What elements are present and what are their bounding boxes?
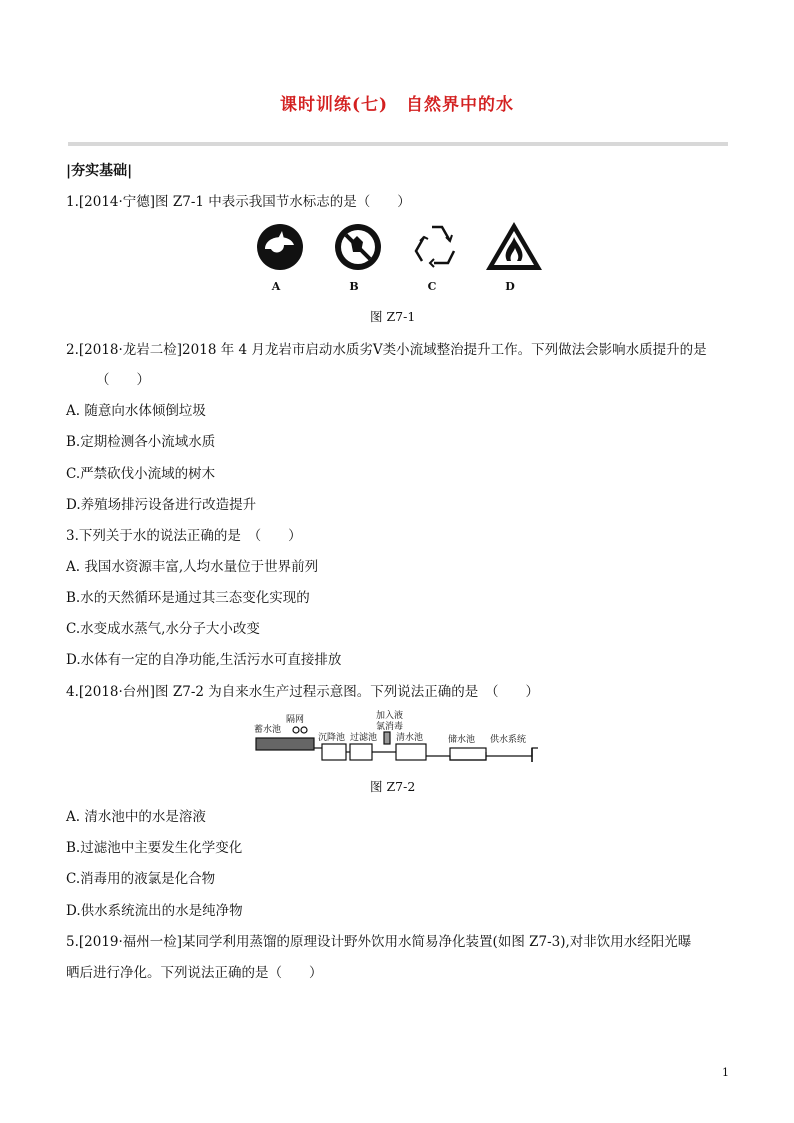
q2-stem-answer: （ ） [96, 372, 150, 388]
icon-label-a: A [271, 280, 281, 293]
q3-option-d: D.水体有一定的自净功能,生活污水可直接排放 [66, 652, 342, 668]
label-chlorine: 氯消毒 [376, 722, 404, 732]
page-title: 课时训练(七) 自然界中的水 [279, 95, 515, 115]
page-number: 1 [722, 1066, 729, 1079]
section-heading: |夯实基础| [66, 163, 133, 179]
q4-option-b: B.过滤池中主要发生化学变化 [66, 840, 243, 856]
q4-option-a: A. 清水池中的水是溶液 [66, 809, 206, 825]
flammable-warning-icon [486, 222, 542, 270]
label-screen: 隔网 [286, 715, 305, 725]
label-supply: 供水系统 [490, 735, 527, 745]
label-storage: 储水池 [448, 735, 476, 745]
label-reservoir: 蓄水池 [254, 725, 282, 735]
q3-option-b: B.水的天然循环是通过其三态变化实现的 [66, 590, 310, 606]
q2-option-a: A. 随意向水体倾倒垃圾 [66, 403, 206, 419]
q1-stem: 1.[2014·宁德]图 Z7-1 中表示我国节水标志的是（ ） [66, 194, 411, 210]
q4-option-c: C.消毒用的液氯是化合物 [66, 871, 216, 887]
label-clear-water: 清水池 [396, 733, 424, 743]
label-add-liquid: 加入液 [376, 711, 404, 721]
q3-stem: 3.下列关于水的说法正确的是 （ ） [66, 528, 302, 544]
prohibition-icon [335, 224, 381, 270]
icon-label-d: D [505, 280, 515, 293]
water-treatment-diagram [250, 708, 550, 770]
title-divider [68, 142, 728, 146]
q5-stem-line2: 晒后进行净化。下列说法正确的是（ ） [66, 965, 323, 981]
q2-stem: 2.[2018·龙岩二检]2018 年 4 月龙岩市启动水质劣Ⅴ类小流域整治提升工作。下列做法会影响水质提升的是 [66, 342, 707, 358]
label-filtration: 过滤池 [350, 733, 378, 743]
figure-caption-z7-1: 图 Z7-1 [370, 309, 416, 324]
q3-option-c: C.水变成水蒸气,水分子大小改变 [66, 621, 260, 637]
recycle-icon [416, 227, 454, 267]
q5-stem: 5.[2019·福州一检]某同学利用蒸馏的原理设计野外饮用水简易净化装置(如图 Z7-3),对非饮用水经阳光曝 [66, 934, 692, 950]
icon-label-b: B [349, 280, 359, 293]
q4-option-d: D.供水系统流出的水是纯净物 [66, 903, 243, 919]
q2-option-c: C.严禁砍伐小流域的树木 [66, 466, 216, 482]
water-saving-icon [257, 224, 303, 270]
q3-option-a: A. 我国水资源丰富,人均水量位于世界前列 [66, 559, 319, 575]
label-sedimentation: 沉降池 [318, 733, 346, 743]
icon-label-c: C [427, 280, 437, 293]
figure-caption-z7-2: 图 Z7-2 [370, 779, 416, 794]
q1-icons [252, 222, 552, 278]
q2-option-b: B.定期检测各小流域水质 [66, 434, 216, 450]
q2-option-d: D.养殖场排污设备进行改造提升 [66, 497, 257, 513]
q4-stem: 4.[2018·台州]图 Z7-2 为自来水生产过程示意图。下列说法正确的是 （ ） [66, 684, 540, 700]
